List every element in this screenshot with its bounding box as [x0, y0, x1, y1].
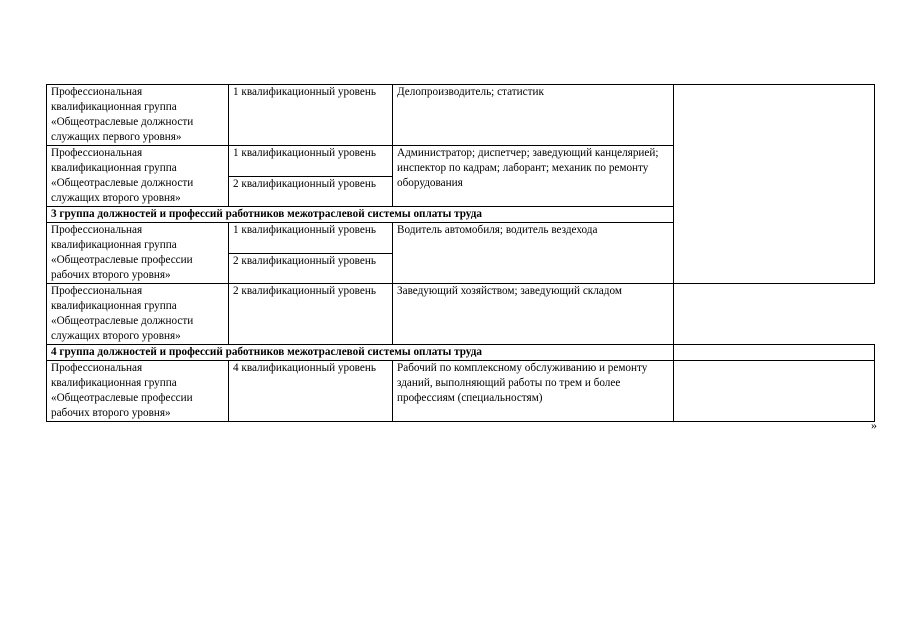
group-header: 3 группа должностей и профессий работников межотраслевой системы оплаты труда	[47, 207, 674, 223]
level-cell: 1 квалификационный уровень	[229, 146, 393, 177]
positions-cell: Администратор; диспетчер; заведующий канцелярией; инспектор по кадрам; лаборант; механик по ремонту оборудования	[393, 146, 674, 207]
table-row	[47, 284, 875, 345]
level-cell: 2 квалификационный уровень	[229, 284, 393, 345]
level-cell: 1 квалификационный уровень	[229, 85, 393, 146]
group-cell: Профессиональная квалификационная группа «Общеотраслевые должности служащих второго уровня»	[47, 146, 229, 207]
group-header: 4 группа должностей и профессий работников межотраслевой системы оплаты труда	[47, 345, 674, 361]
table-row	[47, 85, 875, 146]
positions-cell: Делопроизводитель; статистик	[393, 85, 674, 146]
empty-cell	[674, 345, 875, 361]
empty-cell	[674, 85, 875, 284]
level-cell: 4 квалификационный уровень	[229, 361, 393, 422]
group-cell: Профессиональная квалификационная группа «Общеотраслевые профессии рабочих второго уровня»	[47, 223, 229, 284]
level-cell: 2 квалификационный уровень	[229, 176, 393, 207]
group-header-row	[47, 345, 875, 361]
positions-cell: Заведующий хозяйством; заведующий складом	[393, 284, 674, 345]
positions-cell: Рабочий по комплексному обслуживанию и ремонту зданий, выполняющий работы по трем и более профессиям (специальностям)	[393, 361, 674, 422]
positions-cell: Водитель автомобиля; водитель вездехода	[393, 223, 674, 284]
group-cell: Профессиональная квалификационная группа «Общеотраслевые должности служащих первого уровня»	[47, 85, 229, 146]
group-cell: Профессиональная квалификационная группа «Общеотраслевые профессии рабочих второго уровня»	[47, 361, 229, 422]
table-row	[47, 361, 875, 422]
qualification-table	[46, 84, 875, 422]
level-cell: 2 квалификационный уровень	[229, 253, 393, 284]
level-cell: 1 квалификационный уровень	[229, 223, 393, 254]
group-cell: Профессиональная квалификационная группа «Общеотраслевые должности служащих второго уровня»	[47, 284, 229, 345]
closing-quote: »	[871, 418, 877, 432]
empty-cell	[674, 361, 875, 422]
